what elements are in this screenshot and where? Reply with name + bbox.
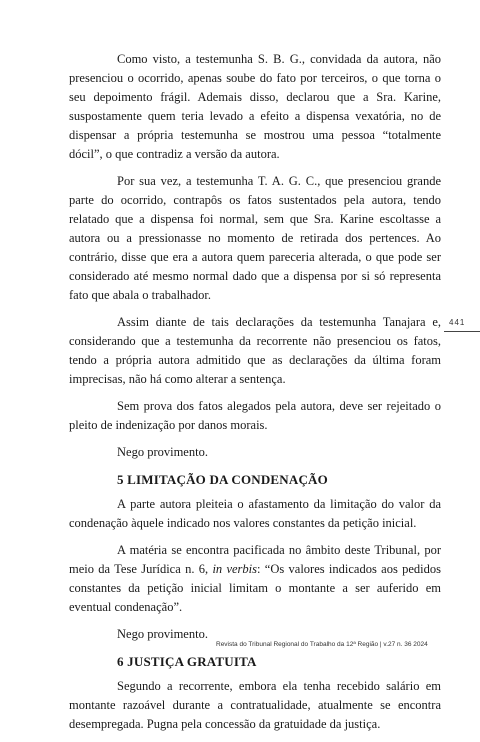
in-verbis-italic: in verbis [212,562,258,576]
section-5-p2-after: : “Os valores indicados aos pedidos constantes da petição inicial limitam o montante a ser auferido em eventual condenação”. [69,562,441,614]
paragraph-3: Assim diante de tais declarações da testemunha Tanajara e, considerando que a testemunha da recorrente não presenciou os fatos, tendo a própria autora admitido que as declarações da última foram imprecisas, não há como alterar a sentença. [69,315,441,386]
paragraph-1: Como visto, a testemunha S. B. G., convidada da autora, não presenciou o ocorrido, apenas soube do fato por terceiros, o que torna o seu depoimento frágil. Ademais disso, declarou que a Sra. Karine, suspostamente quem teria levado a efeito a dispensa vexatória, no de dispensar a própria testemunha se mostrou uma pessoa “totalmente dócil”, o que contradiz a versão da autora. [69,52,441,161]
page-number: 441 [449,318,466,327]
paragraph-4: Sem prova dos fatos alegados pela autora, deve ser rejeitado o pleito de indenização por danos morais. [69,399,441,432]
section-5-paragraph-2 [69,541,441,617]
section-5-p2-before: A matéria se encontra pacificada no âmbito deste Tribunal, por meio da Tese Jurídica n. 6, [69,543,441,576]
section-5-heading: 5 LIMITAÇÃO DA CONDENAÇÃO [117,472,328,487]
section-6-heading: 6 JUSTIÇA GRATUITA [117,654,257,669]
page-number-rule [444,331,480,332]
document-body [69,50,441,742]
footer-journal-citation: Revista do Tribunal Regional do Trabalho da 12ª Região | v.27 n. 36 2024 [216,641,428,648]
paragraph-2: Por sua vez, a testemunha T. A. G. C., que presenciou grande parte do ocorrido, contrapôs os fatos sustentados pela autora, tendo relatado que a dispensa foi normal, sem que Sra. Karine escoltasse a autora ou a pressionasse no momento de retirada dos pertences. Ao contrário, disse que era a autora quem pareceria alterada, o que pode ser considerado até mesmo normal dado que a dispensa por si só representa fato que abala o trabalhador. [69,174,441,302]
section-5-paragraph-3: Nego provimento. [117,627,208,641]
section-6-paragraph-1: Segundo a recorrente, embora ela tenha recebido salário em montante razoável durante a contratualidade, atualmente se encontra desempregada. Pugna pela concessão da gratuidade da justiça. [69,679,441,731]
paragraph-5: Nego provimento. [117,445,208,459]
section-5-paragraph-1: A parte autora pleiteia o afastamento da limitação do valor da condenação àquele indicado nos valores constantes da petição inicial. [69,497,441,530]
